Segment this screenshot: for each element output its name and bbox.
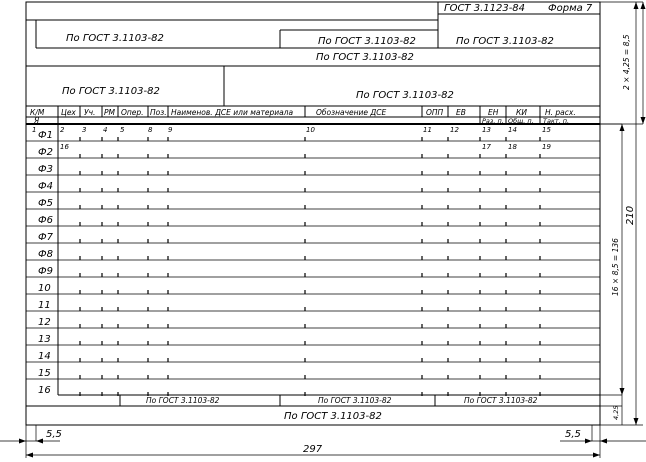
dim-rows-height: 16 × 8,5 = 136 (611, 238, 620, 296)
footer-ref-4: По ГОСТ 3.1103-82 (284, 411, 382, 422)
col-obshp: Общ. п. (508, 117, 534, 125)
col-num: 4 (103, 126, 108, 134)
forma-label: Форма 7 (548, 3, 593, 14)
row-label: 14 (38, 351, 51, 362)
row-label: Ф3 (38, 164, 53, 175)
col-num: 15 (542, 126, 551, 134)
row-label: Ф4 (38, 181, 53, 192)
ref-label-4: По ГОСТ 3.1103-82 (316, 52, 414, 63)
col-ya: Я (34, 116, 40, 125)
col-num: 10 (306, 126, 315, 134)
col-taktp: Такт. п. (543, 117, 570, 125)
dim-right: 5,5 (565, 429, 581, 440)
footer-ref-2: По ГОСТ 3.1103-82 (318, 396, 392, 405)
row-label: Ф8 (38, 249, 53, 260)
row-label: 15 (38, 368, 51, 379)
row-label: Ф9 (38, 266, 53, 277)
col-num: 12 (450, 126, 459, 134)
col-oboz: Обозначение ДСЕ (316, 108, 387, 117)
col-naim: Наименов. ДСЕ или материала (171, 108, 294, 117)
col-num: 9 (168, 126, 173, 134)
row-label: 12 (38, 317, 51, 328)
row-label: 11 (38, 300, 51, 311)
row-label: Ф7 (38, 232, 53, 243)
col-num: 13 (482, 126, 491, 134)
col-ki: КИ (516, 108, 527, 117)
row-label: Ф6 (38, 215, 53, 226)
dim-total-height: 210 (625, 205, 636, 225)
col-num: 1 (32, 126, 37, 134)
col-num: 5 (120, 126, 125, 134)
ref-label-3: По ГОСТ 3.1103-82 (456, 36, 554, 47)
col-num: 8 (148, 126, 153, 134)
gost-label: ГОСТ 3.1123-84 (444, 3, 526, 14)
col-en: ЕН (488, 108, 499, 117)
col-razp: Раз. п. (482, 117, 504, 125)
dim-footer-height: 4,25 (612, 405, 620, 420)
ref-label-1: По ГОСТ 3.1103-82 (66, 33, 164, 44)
col-num: 18 (508, 143, 517, 151)
col-nrash: Н. расх. (545, 108, 576, 117)
ref-label-5: По ГОСТ 3.1103-82 (62, 86, 160, 97)
row-label: 10 (38, 283, 51, 294)
col-num: 14 (508, 126, 517, 134)
row-label: Ф5 (38, 198, 53, 209)
row-label: 16 (38, 385, 51, 396)
col-num: 16 (60, 143, 69, 151)
col-km: К/М (30, 108, 45, 117)
ref-label-6: По ГОСТ 3.1103-82 (356, 90, 454, 101)
col-oper: Опер. (121, 108, 144, 117)
dim-header-height: 2 × 4,25 = 8,5 (622, 34, 631, 90)
dim-width: 297 (303, 444, 323, 455)
col-num: 17 (482, 143, 491, 151)
col-num: 19 (542, 143, 551, 151)
rows-grid (26, 130, 600, 396)
col-rm: РМ (104, 108, 115, 117)
row-label: 13 (38, 334, 51, 345)
form-frame (26, 2, 600, 425)
col-num: 11 (423, 126, 432, 134)
dim-left: 5,5 (46, 429, 62, 440)
col-uch: Уч. (84, 108, 96, 117)
col-num: 3 (82, 126, 87, 134)
col-opp: ОПП (426, 108, 444, 117)
col-tseh: Цех (61, 108, 76, 117)
col-poz: Поз. (150, 108, 167, 117)
col-num: 2 (60, 126, 65, 134)
col-ev: ЕВ (456, 108, 466, 117)
ref-label-2: По ГОСТ 3.1103-82 (318, 36, 416, 47)
row-label: Ф1 (38, 130, 53, 141)
row-label: Ф2 (38, 147, 53, 158)
footer-ref-3: По ГОСТ 3.1103-82 (464, 396, 538, 405)
footer-ref-1: По ГОСТ 3.1103-82 (146, 396, 220, 405)
